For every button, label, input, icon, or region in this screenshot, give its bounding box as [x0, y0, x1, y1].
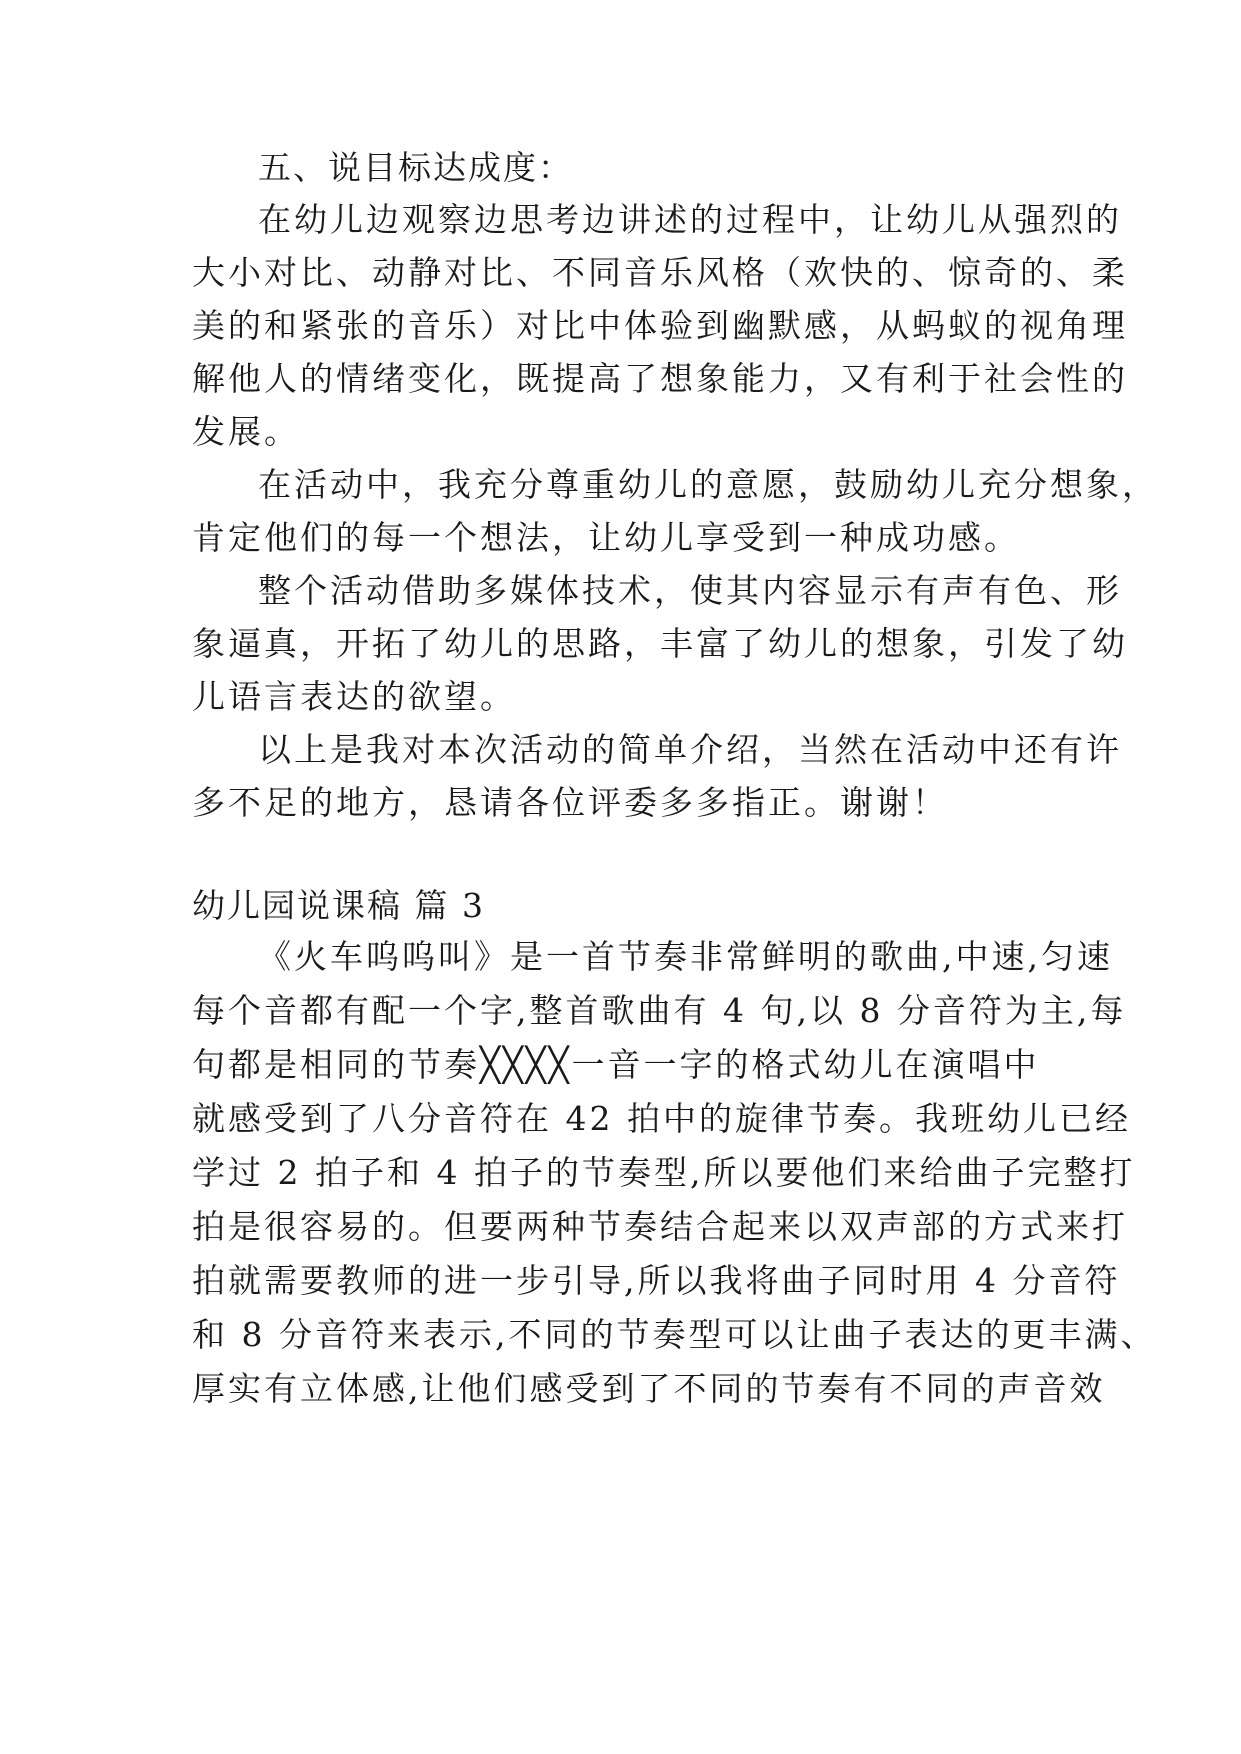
paragraph-line: 每个音都有配一个字,整首歌曲有 4 句,以 8 分音符为主,每: [192, 991, 1127, 1030]
paragraph-line: 以上是我对本次活动的简单介绍，当然在活动中还有许: [258, 730, 1122, 769]
paragraph-line: 厚实有立体感,让他们感受到了不同的节奏有不同的声音效: [192, 1369, 1106, 1408]
paragraph-line: 解他人的情绪变化，既提高了想象能力，又有利于社会性的: [192, 359, 1128, 398]
paragraph-line: 《火车呜呜叫》是一首节奏非常鲜明的歌曲,中速,匀速: [258, 937, 1113, 976]
paragraph-line: 大小对比、动静对比、不同音乐风格（欢快的、惊奇的、柔: [192, 253, 1128, 292]
paragraph-line: 美的和紧张的音乐）对比中体验到幽默感，从蚂蚁的视角理: [192, 306, 1128, 345]
paragraph-line: 肯定他们的每一个想法，让幼儿享受到一种成功感。: [192, 518, 1020, 557]
paragraph-line: 儿语言表达的欲望。: [192, 677, 516, 716]
paragraph-line: 句都是相同的节奏╳╳╳╳一音一字的格式幼儿在演唱中: [192, 1045, 1040, 1084]
paragraph-line: 在幼儿边观察边思考边讲述的过程中，让幼儿从强烈的: [258, 200, 1122, 239]
paragraph-line: 发展。: [192, 412, 300, 451]
paragraph-line: 和 8 分音符来表示,不同的节奏型可以让曲子表达的更丰满、: [192, 1315, 1157, 1354]
paragraph-line: 整个活动借助多媒体技术，使其内容显示有声有色、形: [258, 571, 1122, 610]
article-title: 幼儿园说课稿 篇 3: [192, 886, 485, 925]
paragraph-line: 学过 2 拍子和 4 拍子的节奏型,所以要他们来给曲子完整打: [192, 1153, 1136, 1192]
paragraph-line: 象逼真，开拓了幼儿的思路，丰富了幼儿的想象，引发了幼: [192, 624, 1128, 663]
paragraph-line: 拍就需要教师的进一步引导,所以我将曲子同时用 4 分音符: [192, 1261, 1121, 1300]
section-heading: 五、说目标达成度：: [258, 148, 573, 187]
paragraph-line: 拍是很容易的。但要两种节奏结合起来以双声部的方式来打: [192, 1207, 1128, 1246]
paragraph-line: 就感受到了八分音符在 42 拍中的旋律节奏。我班幼儿已经: [192, 1099, 1131, 1138]
paragraph-line: 在活动中，我充分尊重幼儿的意愿，鼓励幼儿充分想象，: [258, 465, 1158, 504]
paragraph-line: 多不足的地方，恳请各位评委多多指正。谢谢！: [192, 783, 948, 822]
